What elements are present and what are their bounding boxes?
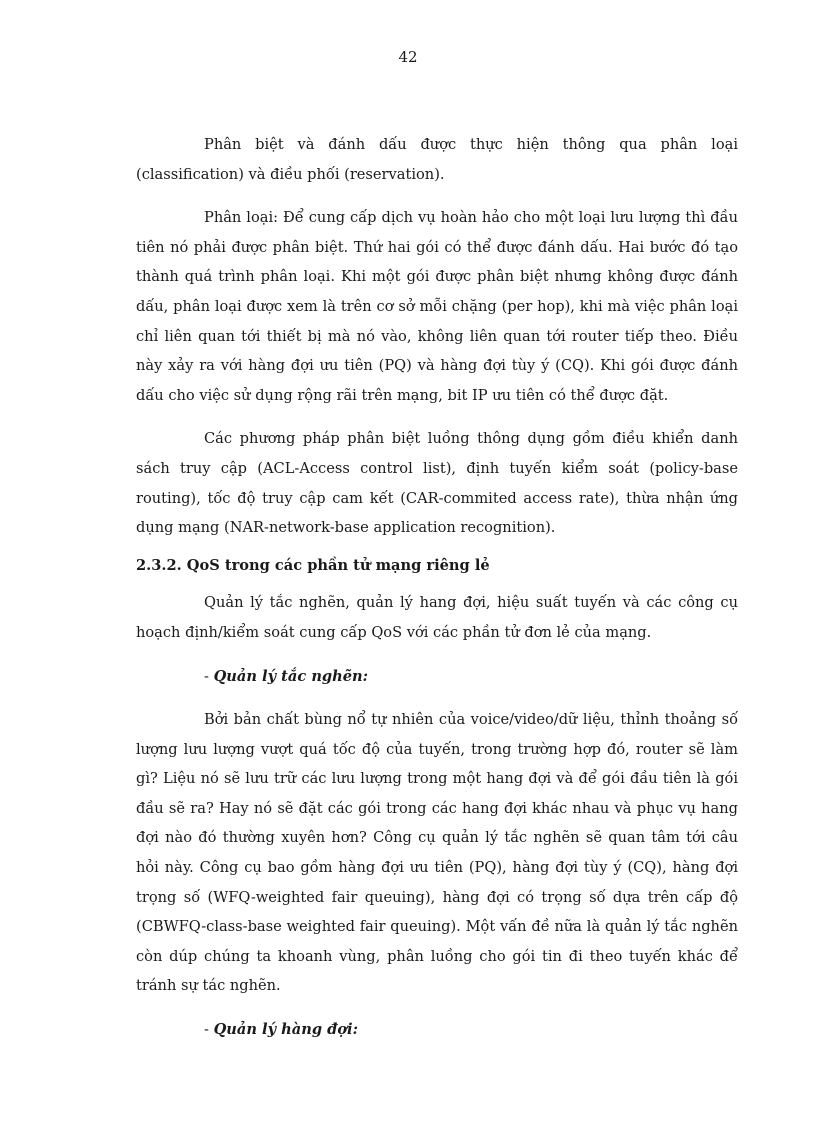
paragraph-congestion: Bởi bản chất bùng nổ tự nhiên của voice/video/dữ liệu, thỉnh thoảng số lượng lưu lượng vượt quá tốc độ của tuyến, trong trường hợp đó, router sẽ làm gì? Liệu nó sẽ lưu trữ các lưu lượng trong một hang đợi và để gói đầu tiên là gói đầu sẽ ra? Hay nó sẽ đặt các gói trong các hang đợi khác nhau và phục vụ hang đợi nào đó thường xuyên hơn? Công cụ quản lý tắc nghẽn sẽ quan tâm tới câu hỏi này. Công cụ bao gồm hàng đợi ưu tiên (PQ), hàng đợi tùy ý (CQ), hàng đợi trọng số (WFQ-weighted fair queuing), hàng đợi có trọng số dựa trên cấp độ (CBWFQ-class-base weighted fair queuing). Một vấn đề nữa là quản lý tắc nghẽn còn dúp chúng ta khoanh vùng, phân luồng cho gói tin đi theo tuyến khác để tránh sự tác nghẽn. [136, 711, 738, 995]
subheading-queue [136, 1015, 738, 1045]
subheading-dash: - [204, 1021, 214, 1039]
subheading-title: Quản lý hàng đợi: [213, 1021, 358, 1039]
document-body [136, 130, 738, 1059]
section-heading: 2.3.2. QoS trong các phần tử mạng riêng lẻ [136, 556, 490, 574]
page-number: 42 [398, 48, 418, 66]
paragraph-classification: Phân loại: Để cung cấp dịch vụ hoàn hảo cho một loại lưu lượng thì đầu tiên nó phải được phân biệt. Thứ hai gói có thể được đánh dấu. Hai bước đó tạo thành quá trình phân loại. Khi một gói được phân biệt nhưng không được đánh dấu, phân loại được xem là trên cơ sở mỗi chặng (per hop), khi mà việc phân loại chỉ liên quan tới thiết bị mà nó vào, không liên quan tới router tiếp theo. Điều này xảy ra với hàng đợi ưu tiên (PQ) và hàng đợi tùy ý (CQ). Khi gói được đánh dấu cho việc sử dụng rộng rãi trên mạng, bit IP ưu tiên có thể được đặt. [136, 209, 738, 404]
paragraph-marking: Phân biệt và đánh dấu được thực hiện thông qua phân loại (classification) và điều phối (reservation). [136, 136, 738, 183]
subheading-congestion [136, 662, 738, 692]
paragraph-qos-tools: Quản lý tắc nghẽn, quản lý hang đợi, hiệu suất tuyến và các công cụ hoạch định/kiểm soát cung cấp QoS với các phần tử đơn lẻ của mạng. [136, 594, 738, 641]
subheading-title: Quản lý tắc nghẽn: [213, 667, 369, 685]
paragraph-flow-methods: Các phương pháp phân biệt luồng thông dụng gồm điều khiển danh sách truy cập (ACL-Access control list), định tuyến kiểm soát (policy-base routing), tốc độ truy cập cam kết (CAR-commited access rate), thừa nhận ứng dụng mạng (NAR-network-base application recognition). [136, 430, 738, 537]
subheading-dash: - [204, 667, 214, 685]
